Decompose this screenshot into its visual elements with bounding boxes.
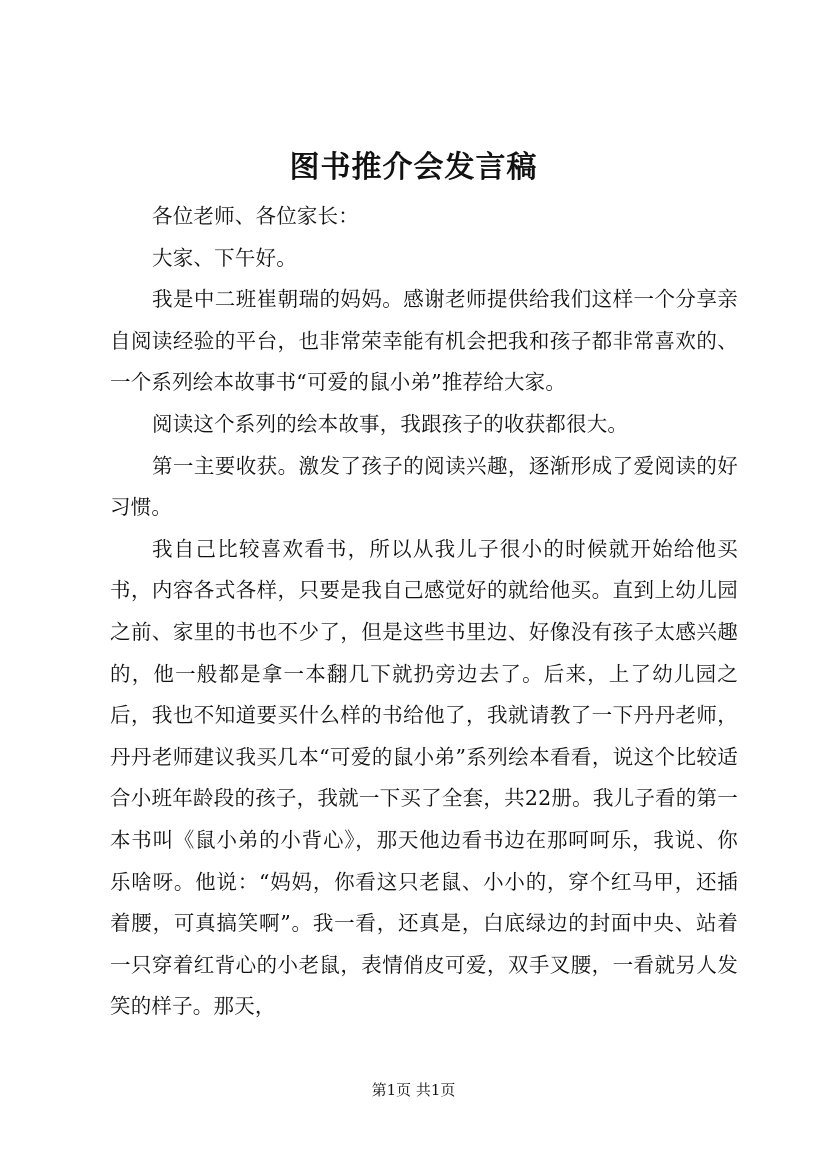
document-body	[110, 196, 738, 1028]
paragraph-introduction: 我是中二班崔朝瑞的妈妈。感谢老师提供给我们这样一个分享亲自阅读经验的平台，也非常荣幸能有机会把我和孩子都非常喜欢的、一个系列绘本故事书“可爱的鼠小弟”推荐给大家。	[110, 287, 738, 395]
paragraph-salutation: 各位老师、各位家长：	[152, 204, 359, 228]
page-number-footer: 第1页 共1页	[371, 1081, 456, 1099]
paragraph-first-benefit: 第一主要收获。激发了孩子的阅读兴趣，逐渐形成了爱阅读的好习惯。	[110, 453, 738, 520]
document-title: 图书推介会发言稿	[289, 150, 538, 185]
paragraph-story: 我自己比较喜欢看书，所以从我儿子很小的时候就开始给他买书，内容各式各样，只要是我自己感觉好的就给他买。直到上幼儿园之前、家里的书也不少了，但是这些书里边、好像没有孩子太感兴趣的，他一般都是拿一本翻几下就扔旁边去了。后来，上了幼儿园之后，我也不知道要买什么样的书给他了，我就请教了一下丹丹老师，丹丹老师建议我买几本“可爱的鼠小弟”系列绘本看看，说这个比较适合小班年龄段的孩子，我就一下买了全套，共22册。我儿子看的第一本书叫《鼠小弟的小背心》，那天他边看书边在那呵呵乐，我说、你乐啥呀。他说：“妈妈，你看这只老鼠、小小的，穿个红马甲，还插着腰，可真搞笑啊”。我一看，还真是，白底绿边的封面中央、站着一只穿着红背心的小老鼠，表情俏皮可爱，双手叉腰，一看就另人发笑的样子。那天，	[110, 536, 738, 1019]
paragraph-summary: 阅读这个系列的绘本故事，我跟孩子的收获都很大。	[152, 411, 629, 436]
paragraph-greeting: 大家、下午好。	[152, 245, 297, 270]
